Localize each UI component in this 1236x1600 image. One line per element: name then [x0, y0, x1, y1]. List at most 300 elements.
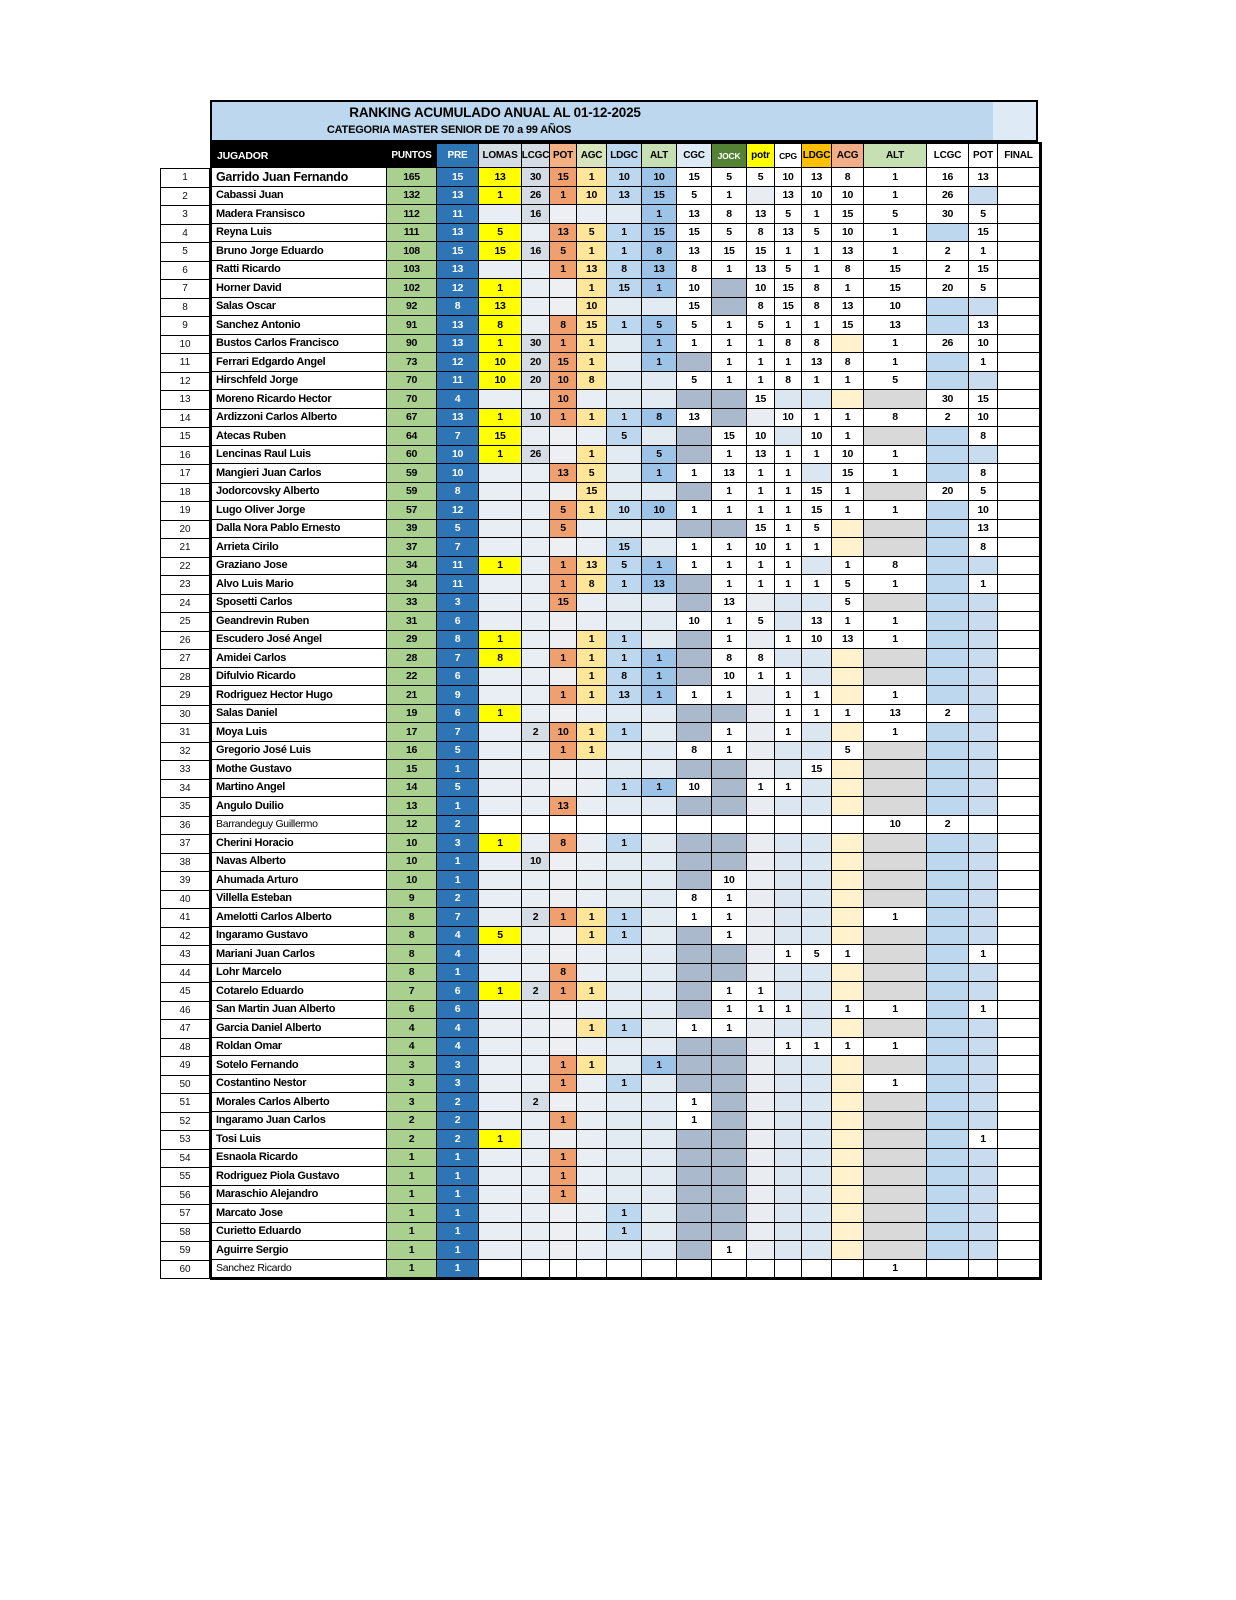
value-cell-lomas	[479, 686, 522, 705]
value-cell-agc: 13	[577, 261, 607, 280]
table-header-row	[212, 144, 1040, 168]
table-row	[212, 427, 1040, 446]
value-cell-jock	[712, 816, 747, 835]
value-cell-ldgc	[607, 1038, 642, 1057]
value-cell-pot	[550, 760, 577, 779]
player-name-cell: Sotelo Fernando	[212, 1056, 387, 1075]
value-cell-ldgc: 1	[607, 316, 642, 335]
value-cell-lcgc	[522, 224, 550, 243]
table-row	[212, 1075, 1040, 1094]
value-cell-alt2	[864, 1186, 927, 1205]
value-cell-lomas	[479, 890, 522, 909]
value-cell-final	[998, 853, 1040, 872]
value-cell-ldgc	[607, 520, 642, 539]
value-cell-ldgc2	[802, 890, 832, 909]
value-cell-lcgc	[522, 612, 550, 631]
points-cell: 90	[387, 335, 437, 354]
value-cell-agc	[577, 1093, 607, 1112]
value-cell-lcgc2	[927, 298, 969, 317]
value-cell-agc: 5	[577, 224, 607, 243]
value-cell-lomas	[479, 1075, 522, 1094]
value-cell-alt2: 8	[864, 409, 927, 428]
player-name-cell: Roldan Omar	[212, 1038, 387, 1057]
value-cell-potr	[747, 1019, 775, 1038]
value-cell-acg	[832, 1093, 864, 1112]
value-cell-lomas: 1	[479, 1130, 522, 1149]
value-cell-jock: 1	[712, 187, 747, 206]
value-cell-lcgc2: 2	[927, 816, 969, 835]
rank-cell: 34	[161, 780, 210, 799]
value-cell-alt2: 1	[864, 612, 927, 631]
value-cell-agc	[577, 871, 607, 890]
value-cell-alt2	[864, 1093, 927, 1112]
points-cell: 57	[387, 501, 437, 520]
value-cell-pot	[550, 871, 577, 890]
value-cell-acg	[832, 686, 864, 705]
rank-cell: 32	[161, 743, 210, 762]
player-name-cell: Mariani Juan Carlos	[212, 945, 387, 964]
row-number-column	[160, 168, 210, 1279]
points-cell: 33	[387, 594, 437, 613]
value-cell-cgc: 1	[677, 464, 712, 483]
value-cell-lomas: 10	[479, 353, 522, 372]
column-header-lomas: LOMAS	[479, 144, 522, 168]
value-cell-cpg	[775, 1019, 802, 1038]
value-cell-agc	[577, 1223, 607, 1242]
value-cell-lcgc2	[927, 612, 969, 631]
value-cell-acg	[832, 1204, 864, 1223]
value-cell-lcgc2	[927, 797, 969, 816]
value-cell-final	[998, 427, 1040, 446]
rank-cell: 36	[161, 817, 210, 836]
value-cell-pot	[550, 298, 577, 317]
value-cell-alt: 15	[642, 187, 677, 206]
value-cell-ldgc	[607, 853, 642, 872]
table-row	[212, 520, 1040, 539]
value-cell-pot2	[969, 1260, 998, 1279]
value-cell-potr	[747, 797, 775, 816]
value-cell-ldgc2: 1	[802, 242, 832, 261]
value-cell-potr	[747, 1093, 775, 1112]
value-cell-agc	[577, 797, 607, 816]
value-cell-potr	[747, 1223, 775, 1242]
value-cell-pre: 7	[437, 649, 479, 668]
table-row	[212, 1056, 1040, 1075]
value-cell-cgc: 8	[677, 261, 712, 280]
value-cell-alt	[642, 1038, 677, 1057]
value-cell-pot2	[969, 1056, 998, 1075]
table-row	[212, 1038, 1040, 1057]
value-cell-final	[998, 557, 1040, 576]
value-cell-lcgc	[522, 668, 550, 687]
value-cell-cpg: 1	[775, 575, 802, 594]
value-cell-cgc	[677, 982, 712, 1001]
rank-cell: 33	[161, 761, 210, 780]
rank-cell: 29	[161, 687, 210, 706]
value-cell-agc	[577, 205, 607, 224]
value-cell-lcgc	[522, 520, 550, 539]
value-cell-pre: 1	[437, 760, 479, 779]
value-cell-final	[998, 446, 1040, 465]
value-cell-agc: 1	[577, 742, 607, 761]
value-cell-lomas	[479, 760, 522, 779]
value-cell-potr	[747, 853, 775, 872]
value-cell-lomas	[479, 853, 522, 872]
value-cell-acg: 1	[832, 483, 864, 502]
value-cell-alt2	[864, 1241, 927, 1260]
value-cell-potr: 10	[747, 538, 775, 557]
points-cell: 39	[387, 520, 437, 539]
value-cell-ldgc2	[802, 871, 832, 890]
value-cell-potr: 1	[747, 982, 775, 1001]
value-cell-pre: 1	[437, 871, 479, 890]
value-cell-lcgc	[522, 538, 550, 557]
value-cell-ldgc	[607, 446, 642, 465]
value-cell-acg: 1	[832, 501, 864, 520]
table-row	[212, 779, 1040, 798]
value-cell-jock: 1	[712, 723, 747, 742]
player-name-cell: Garrido Juan Fernando	[212, 168, 387, 187]
points-cell: 132	[387, 187, 437, 206]
value-cell-pot	[550, 279, 577, 298]
value-cell-ldgc	[607, 1112, 642, 1131]
value-cell-lcgc2	[927, 964, 969, 983]
table-row	[212, 1130, 1040, 1149]
player-name-cell: Lohr Marcelo	[212, 964, 387, 983]
value-cell-cgc: 15	[677, 298, 712, 317]
value-cell-pre: 2	[437, 890, 479, 909]
value-cell-acg: 1	[832, 1001, 864, 1020]
value-cell-alt: 1	[642, 353, 677, 372]
value-cell-alt: 13	[642, 575, 677, 594]
points-cell: 10	[387, 853, 437, 872]
value-cell-potr	[747, 1056, 775, 1075]
value-cell-ldgc	[607, 1149, 642, 1168]
value-cell-lcgc: 20	[522, 372, 550, 391]
player-name-cell: Reyna Luis	[212, 224, 387, 243]
table-row	[212, 908, 1040, 927]
value-cell-pot: 13	[550, 224, 577, 243]
value-cell-jock	[712, 945, 747, 964]
value-cell-lcgc2	[927, 446, 969, 465]
value-cell-cpg: 15	[775, 298, 802, 317]
table-row	[212, 261, 1040, 280]
value-cell-lcgc2	[927, 723, 969, 742]
points-cell: 34	[387, 557, 437, 576]
value-cell-pot2: 1	[969, 1130, 998, 1149]
value-cell-lcgc2	[927, 686, 969, 705]
value-cell-alt	[642, 1241, 677, 1260]
value-cell-pre: 13	[437, 409, 479, 428]
value-cell-acg: 1	[832, 705, 864, 724]
column-header-lcgc: LCGC	[522, 144, 550, 168]
value-cell-ldgc2: 1	[802, 538, 832, 557]
value-cell-lcgc: 26	[522, 187, 550, 206]
value-cell-ldgc	[607, 1093, 642, 1112]
value-cell-pot	[550, 427, 577, 446]
value-cell-cpg: 8	[775, 335, 802, 354]
value-cell-lcgc: 16	[522, 205, 550, 224]
value-cell-lcgc2: 2	[927, 409, 969, 428]
value-cell-agc: 1	[577, 1019, 607, 1038]
rank-cell: 22	[161, 558, 210, 577]
value-cell-lomas	[479, 1019, 522, 1038]
value-cell-cgc	[677, 1056, 712, 1075]
rank-cell: 38	[161, 854, 210, 873]
value-cell-ldgc	[607, 483, 642, 502]
column-header-ldgc: LDGC	[607, 144, 642, 168]
value-cell-pot2: 5	[969, 205, 998, 224]
table-row	[212, 501, 1040, 520]
value-cell-alt2: 1	[864, 446, 927, 465]
value-cell-ldgc2	[802, 834, 832, 853]
value-cell-alt2: 1	[864, 1001, 927, 1020]
value-cell-agc: 1	[577, 242, 607, 261]
value-cell-ldgc2	[802, 742, 832, 761]
table-row	[212, 631, 1040, 650]
value-cell-jock	[712, 390, 747, 409]
value-cell-cgc	[677, 594, 712, 613]
value-cell-pot2: 5	[969, 483, 998, 502]
value-cell-lcgc: 10	[522, 409, 550, 428]
value-cell-alt: 1	[642, 205, 677, 224]
value-cell-jock: 1	[712, 557, 747, 576]
value-cell-lcgc2	[927, 1241, 969, 1260]
player-name-cell: Marcato Jose	[212, 1204, 387, 1223]
value-cell-pot	[550, 538, 577, 557]
value-cell-pre: 3	[437, 1056, 479, 1075]
value-cell-cgc	[677, 649, 712, 668]
value-cell-pot2	[969, 1038, 998, 1057]
points-cell: 112	[387, 205, 437, 224]
value-cell-alt2: 1	[864, 908, 927, 927]
table-row	[212, 335, 1040, 354]
rank-cell: 49	[161, 1057, 210, 1076]
rank-cell: 54	[161, 1150, 210, 1169]
value-cell-pre: 6	[437, 705, 479, 724]
value-cell-alt	[642, 631, 677, 650]
value-cell-lcgc2	[927, 853, 969, 872]
value-cell-lcgc	[522, 1223, 550, 1242]
value-cell-lcgc	[522, 557, 550, 576]
value-cell-cpg: 1	[775, 557, 802, 576]
value-cell-pot	[550, 483, 577, 502]
value-cell-potr	[747, 723, 775, 742]
value-cell-pot	[550, 705, 577, 724]
player-name-cell: Gregorio José Luis	[212, 742, 387, 761]
value-cell-final	[998, 1204, 1040, 1223]
points-cell: 15	[387, 760, 437, 779]
value-cell-alt	[642, 1130, 677, 1149]
value-cell-lomas	[479, 1186, 522, 1205]
value-cell-ldgc	[607, 464, 642, 483]
value-cell-lcgc2	[927, 1204, 969, 1223]
value-cell-lcgc: 16	[522, 242, 550, 261]
value-cell-cgc	[677, 575, 712, 594]
rank-cell: 11	[161, 354, 210, 373]
value-cell-pot	[550, 1093, 577, 1112]
value-cell-final	[998, 483, 1040, 502]
value-cell-final	[998, 649, 1040, 668]
value-cell-final	[998, 1149, 1040, 1168]
player-name-cell: Jodorcovsky Alberto	[212, 483, 387, 502]
value-cell-lcgc	[522, 890, 550, 909]
value-cell-ldgc	[607, 612, 642, 631]
player-name-cell: Esnaola Ricardo	[212, 1149, 387, 1168]
value-cell-ldgc: 1	[607, 1223, 642, 1242]
value-cell-lomas: 1	[479, 982, 522, 1001]
value-cell-ldgc	[607, 760, 642, 779]
rank-cell: 55	[161, 1168, 210, 1187]
value-cell-cgc: 1	[677, 686, 712, 705]
value-cell-agc: 1	[577, 409, 607, 428]
value-cell-potr: 5	[747, 612, 775, 631]
value-cell-lomas	[479, 1001, 522, 1020]
value-cell-alt2: 1	[864, 187, 927, 206]
value-cell-lcgc2	[927, 908, 969, 927]
value-cell-agc	[577, 890, 607, 909]
value-cell-ldgc: 8	[607, 668, 642, 687]
value-cell-ldgc2	[802, 1001, 832, 1020]
value-cell-pre: 5	[437, 742, 479, 761]
value-cell-lomas	[479, 742, 522, 761]
value-cell-cpg: 10	[775, 409, 802, 428]
value-cell-ldgc: 15	[607, 279, 642, 298]
value-cell-ldgc: 1	[607, 224, 642, 243]
value-cell-agc: 1	[577, 501, 607, 520]
value-cell-potr: 13	[747, 205, 775, 224]
value-cell-pot2	[969, 705, 998, 724]
value-cell-lomas	[479, 1241, 522, 1260]
value-cell-alt2	[864, 1056, 927, 1075]
value-cell-potr	[747, 1112, 775, 1131]
value-cell-lomas	[479, 594, 522, 613]
value-cell-pot	[550, 668, 577, 687]
value-cell-final	[998, 705, 1040, 724]
value-cell-jock	[712, 520, 747, 539]
value-cell-final	[998, 668, 1040, 687]
value-cell-potr: 10	[747, 427, 775, 446]
value-cell-cpg: 1	[775, 446, 802, 465]
value-cell-acg: 10	[832, 224, 864, 243]
value-cell-acg: 13	[832, 631, 864, 650]
value-cell-lomas	[479, 483, 522, 502]
value-cell-ldgc	[607, 705, 642, 724]
player-name-cell: Sanchez Antonio	[212, 316, 387, 335]
value-cell-lcgc	[522, 575, 550, 594]
value-cell-acg	[832, 538, 864, 557]
value-cell-agc	[577, 1075, 607, 1094]
value-cell-lcgc2	[927, 316, 969, 335]
value-cell-agc: 8	[577, 575, 607, 594]
value-cell-ldgc2	[802, 557, 832, 576]
value-cell-cpg: 15	[775, 279, 802, 298]
value-cell-pot2: 5	[969, 279, 998, 298]
value-cell-pre: 13	[437, 316, 479, 335]
table-row	[212, 298, 1040, 317]
value-cell-cpg	[775, 1056, 802, 1075]
value-cell-acg: 1	[832, 1038, 864, 1057]
value-cell-alt	[642, 390, 677, 409]
value-cell-cpg	[775, 834, 802, 853]
rank-cell: 14	[161, 410, 210, 429]
value-cell-cgc	[677, 1186, 712, 1205]
value-cell-alt	[642, 723, 677, 742]
value-cell-alt	[642, 1167, 677, 1186]
value-cell-pot2	[969, 1241, 998, 1260]
value-cell-pre: 4	[437, 390, 479, 409]
value-cell-pre: 2	[437, 1112, 479, 1131]
value-cell-lcgc	[522, 464, 550, 483]
value-cell-ldgc2: 5	[802, 945, 832, 964]
value-cell-alt2: 1	[864, 1038, 927, 1057]
value-cell-jock: 1	[712, 1019, 747, 1038]
rank-cell: 27	[161, 650, 210, 669]
value-cell-ldgc	[607, 372, 642, 391]
value-cell-cgc	[677, 1204, 712, 1223]
value-cell-lcgc	[522, 1019, 550, 1038]
value-cell-ldgc2: 8	[802, 279, 832, 298]
value-cell-agc	[577, 1130, 607, 1149]
value-cell-pre: 3	[437, 1075, 479, 1094]
value-cell-ldgc2: 10	[802, 427, 832, 446]
value-cell-alt: 1	[642, 279, 677, 298]
value-cell-alt2: 13	[864, 316, 927, 335]
column-header-jugador: JUGADOR	[212, 144, 387, 168]
value-cell-cgc: 10	[677, 612, 712, 631]
value-cell-ldgc2: 1	[802, 686, 832, 705]
value-cell-pot2: 1	[969, 1001, 998, 1020]
value-cell-ldgc	[607, 945, 642, 964]
value-cell-pot2	[969, 1204, 998, 1223]
value-cell-jock	[712, 1186, 747, 1205]
value-cell-jock: 1	[712, 261, 747, 280]
value-cell-agc	[577, 1167, 607, 1186]
value-cell-jock	[712, 779, 747, 798]
value-cell-pre: 13	[437, 335, 479, 354]
value-cell-final	[998, 316, 1040, 335]
value-cell-pre: 11	[437, 575, 479, 594]
value-cell-final	[998, 335, 1040, 354]
rank-cell: 60	[161, 1261, 210, 1280]
value-cell-pre: 4	[437, 927, 479, 946]
table-row	[212, 686, 1040, 705]
value-cell-acg: 8	[832, 353, 864, 372]
value-cell-jock: 1	[712, 1001, 747, 1020]
value-cell-potr	[747, 187, 775, 206]
value-cell-ldgc	[607, 964, 642, 983]
value-cell-lcgc	[522, 279, 550, 298]
value-cell-cgc	[677, 797, 712, 816]
value-cell-alt2: 1	[864, 464, 927, 483]
value-cell-pot2	[969, 908, 998, 927]
table-row	[212, 760, 1040, 779]
value-cell-alt	[642, 908, 677, 927]
value-cell-pre: 7	[437, 723, 479, 742]
value-cell-lomas	[479, 945, 522, 964]
value-cell-acg	[832, 390, 864, 409]
value-cell-final	[998, 1019, 1040, 1038]
rank-cell: 8	[161, 299, 210, 318]
value-cell-cgc	[677, 834, 712, 853]
value-cell-acg	[832, 520, 864, 539]
value-cell-alt2	[864, 760, 927, 779]
value-cell-ldgc	[607, 816, 642, 835]
column-header-pot: POT	[550, 144, 577, 168]
value-cell-pot2	[969, 927, 998, 946]
value-cell-agc	[577, 1001, 607, 1020]
value-cell-ldgc2	[802, 1167, 832, 1186]
